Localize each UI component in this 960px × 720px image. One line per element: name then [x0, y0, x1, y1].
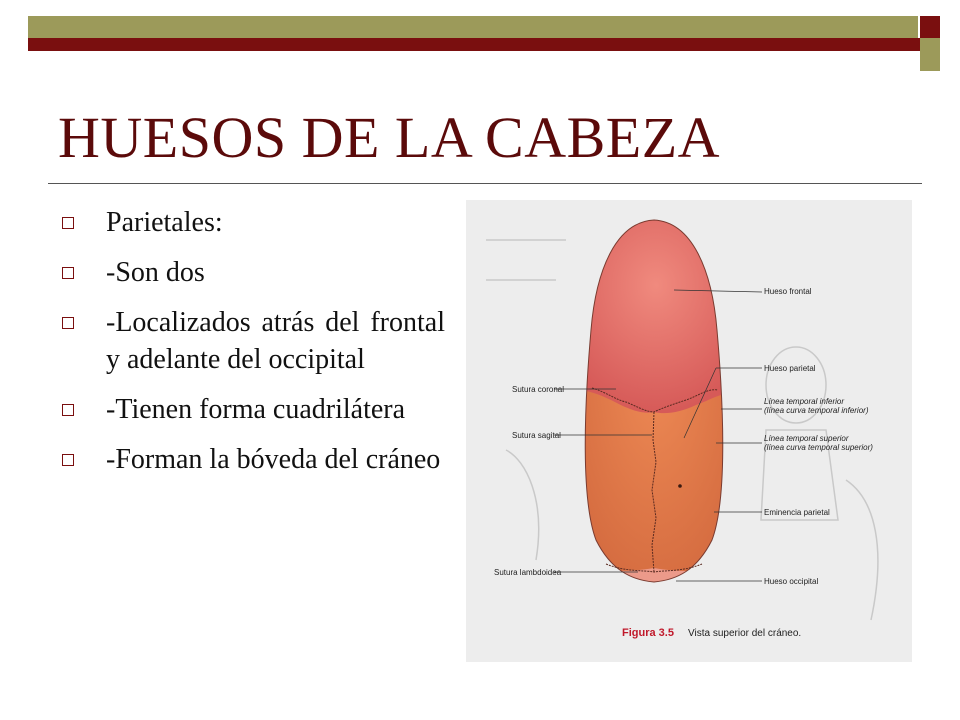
figure-caption-number: Figura 3.5 [622, 627, 674, 639]
corner-square-olive [920, 38, 940, 71]
bullet-item: -Son dos [60, 254, 445, 291]
label-linea-temporal-superior: Línea temporal superior [764, 434, 849, 443]
title-divider [48, 183, 922, 184]
skull-bones [566, 200, 746, 620]
bullet-item: Parietales: [60, 204, 445, 241]
label-eminencia-parietal: Eminencia parietal [764, 508, 830, 517]
bullet-item: -Localizados atrás del frontal y adelante del occipital [60, 304, 445, 378]
bullet-list [60, 204, 445, 491]
label-sutura-sagital: Sutura sagital [512, 431, 561, 440]
square-bullet-icon [62, 454, 74, 466]
square-bullet-icon [62, 267, 74, 279]
bullet-item: -Tienen forma cuadrilátera [60, 391, 445, 428]
corner-square-maroon [920, 16, 940, 38]
square-bullet-icon [62, 217, 74, 229]
slide-title: HUESOS DE LA CABEZA [58, 105, 721, 170]
square-bullet-icon [62, 404, 74, 416]
top-decorative-bar [28, 16, 940, 52]
label-linea-curva-temporal-superior: (línea curva temporal superior) [764, 443, 873, 452]
label-hueso-parietal: Hueso parietal [764, 364, 816, 373]
figure-caption-text: Vista superior del cráneo. [688, 628, 802, 639]
label-linea-temporal-inferior: Línea temporal inferior [764, 397, 845, 406]
skull-top-view-figure [466, 200, 912, 662]
maroon-band [28, 38, 940, 51]
skull-illustration [466, 200, 912, 662]
olive-band [28, 16, 918, 38]
label-hueso-frontal: Hueso frontal [764, 287, 812, 296]
label-hueso-occipital: Hueso occipital [764, 577, 819, 586]
label-sutura-coronal: Sutura coronal [512, 385, 565, 394]
square-bullet-icon [62, 317, 74, 329]
label-sutura-lambdoidea: Sutura lambdoidea [494, 568, 562, 577]
label-linea-curva-temporal-inferior: (línea curva temporal inferior) [764, 406, 869, 415]
bullet-item: -Forman la bóveda del cráneo [60, 441, 445, 478]
